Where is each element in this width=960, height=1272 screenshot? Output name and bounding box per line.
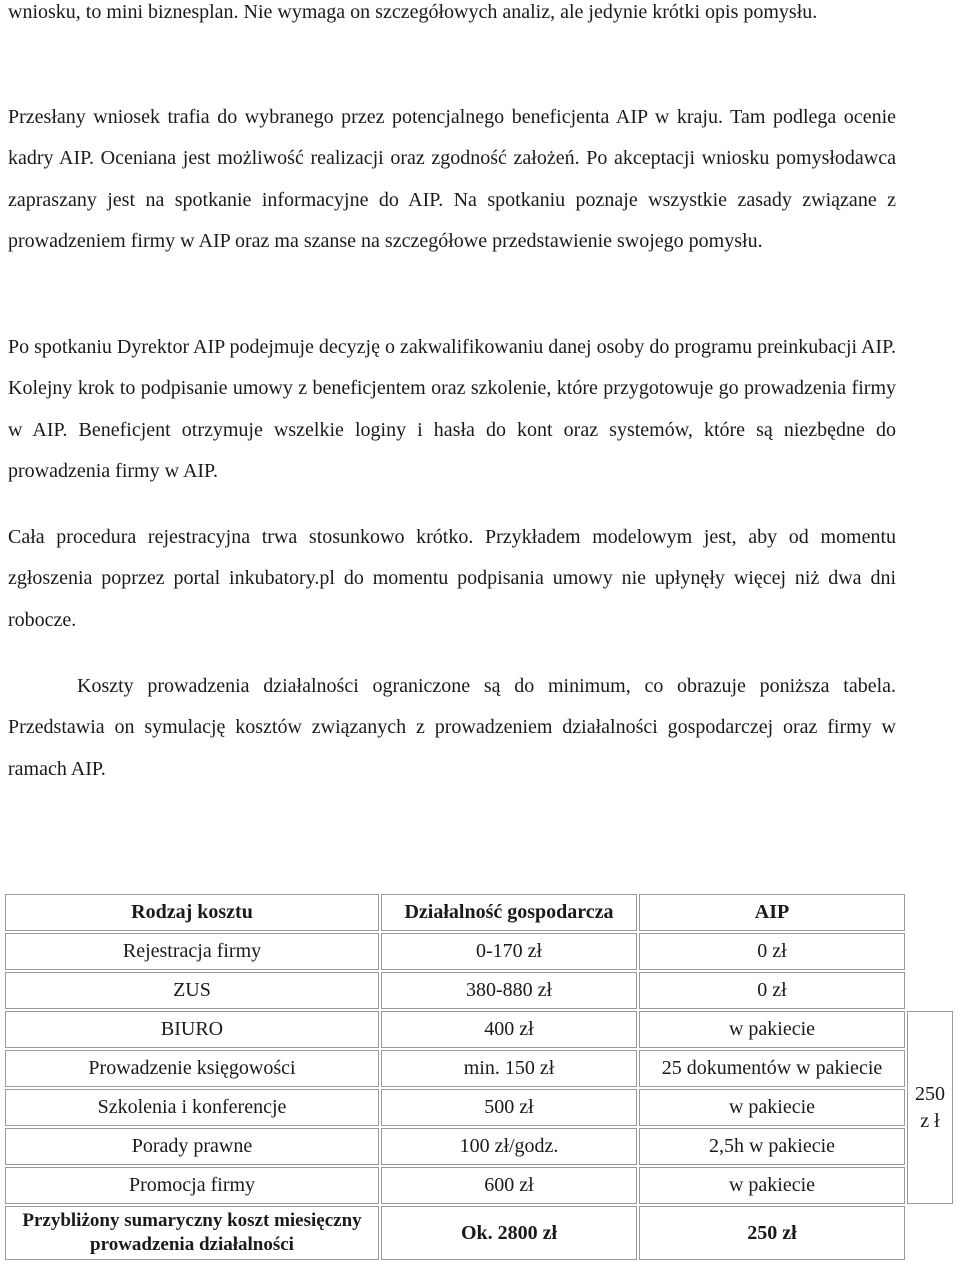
table-row: [5, 1167, 953, 1204]
package-total-cell: 250 z ł: [907, 1011, 953, 1204]
aip-cost: w pakiecie: [639, 1089, 905, 1126]
business-cost: 600 zł: [381, 1167, 637, 1204]
table-row: [5, 1011, 953, 1048]
header-business-activity: Działalność gospodarcza: [381, 894, 637, 931]
paragraph-application-summary: wniosku, to mini biznesplan. Nie wymaga on szczegółowych analiz, ale jedynie krótki opis pomysłu.: [8, 1, 818, 23]
row-label: Rejestracja firmy: [5, 933, 379, 970]
row-label: Szkolenia i konferencje: [5, 1089, 379, 1126]
paragraph-registration-duration: Cała procedura rejestracyjna trwa stosunkowo krótko. Przykładem modelowym jest, aby od momentu zgłoszenia poprzez portal inkubatory.pl do momentu podpisania umowy nie upłynęły więcej niż dwa dni robocze.: [8, 526, 896, 631]
row-label: Promocja firmy: [5, 1167, 379, 1204]
row-label: Porady prawne: [5, 1128, 379, 1165]
table-row: [5, 972, 953, 1009]
aip-cost: 0 zł: [639, 933, 905, 970]
business-cost: 0-170 zł: [381, 933, 637, 970]
table-row: [5, 1089, 953, 1126]
row-label: BIURO: [5, 1011, 379, 1048]
header-aip: AIP: [639, 894, 905, 931]
aip-cost: w pakiecie: [639, 1167, 905, 1204]
aip-cost: 25 dokumentów w pakiecie: [639, 1050, 905, 1087]
paragraph-director-decision: Po spotkaniu Dyrektor AIP podejmuje decyzję o zakwalifikowaniu danej osoby do programu preinkubacji AIP. Kolejny krok to podpisanie umowy z beneficjentem oraz szkolenie, które przygotowuje go prowadzenia firmy w AIP. Beneficjent otrzymuje wszelkie loginy i hasła do kont oraz systemów, które są niezbędne do prowadzenia firmy w AIP.: [8, 336, 896, 483]
summary-business-total: Ok. 2800 zł: [381, 1206, 637, 1260]
table-row: [5, 1050, 953, 1087]
paragraph-cost-intro: Koszty prowadzenia działalności ograniczone są do minimum, co obrazuje poniższa tabela. Przedstawia on symulację kosztów związanych z prowadzeniem działalności gospodarczej oraz firmy w ramach AIP.: [8, 675, 896, 780]
business-cost: 380-880 zł: [381, 972, 637, 1009]
summary-aip-total: 250 zł: [639, 1206, 905, 1260]
business-cost: 100 zł/godz.: [381, 1128, 637, 1165]
table-row: [5, 1128, 953, 1165]
spacer-cell: [907, 1206, 953, 1260]
aip-cost: 2,5h w pakiecie: [639, 1128, 905, 1165]
summary-label: Przybliżony sumaryczny koszt miesięczny prowadzenia działalności: [5, 1206, 379, 1260]
row-label: Prowadzenie księgowości: [5, 1050, 379, 1087]
table-header-row: [5, 894, 953, 931]
aip-cost: w pakiecie: [639, 1011, 905, 1048]
paragraph-application-review: Przesłany wniosek trafia do wybranego przez potencjalnego beneficjenta AIP w kraju. Tam podlega ocenie kadry AIP. Oceniana jest możliwość realizacji oraz zgodność założeń. Po akceptacji wniosku pomysłodawca zapraszany jest na spotkanie informacyjne do AIP. Na spotkaniu poznaje wszystkie zasady związane z prowadzeniem firmy w AIP oraz ma szanse na szczegółowe przedstawienie swojego pomysłu.: [8, 106, 896, 253]
business-cost: 400 zł: [381, 1011, 637, 1048]
business-cost: min. 150 zł: [381, 1050, 637, 1087]
spacer-cell: [907, 972, 953, 1009]
spacer-cell: [907, 894, 953, 931]
aip-cost: 0 zł: [639, 972, 905, 1009]
cost-comparison-table: [3, 892, 955, 1262]
spacer-cell: [907, 933, 953, 970]
table-row: [5, 933, 953, 970]
header-cost-type: Rodzaj kosztu: [5, 894, 379, 931]
summary-row: [5, 1206, 953, 1260]
row-label: ZUS: [5, 972, 379, 1009]
business-cost: 500 zł: [381, 1089, 637, 1126]
